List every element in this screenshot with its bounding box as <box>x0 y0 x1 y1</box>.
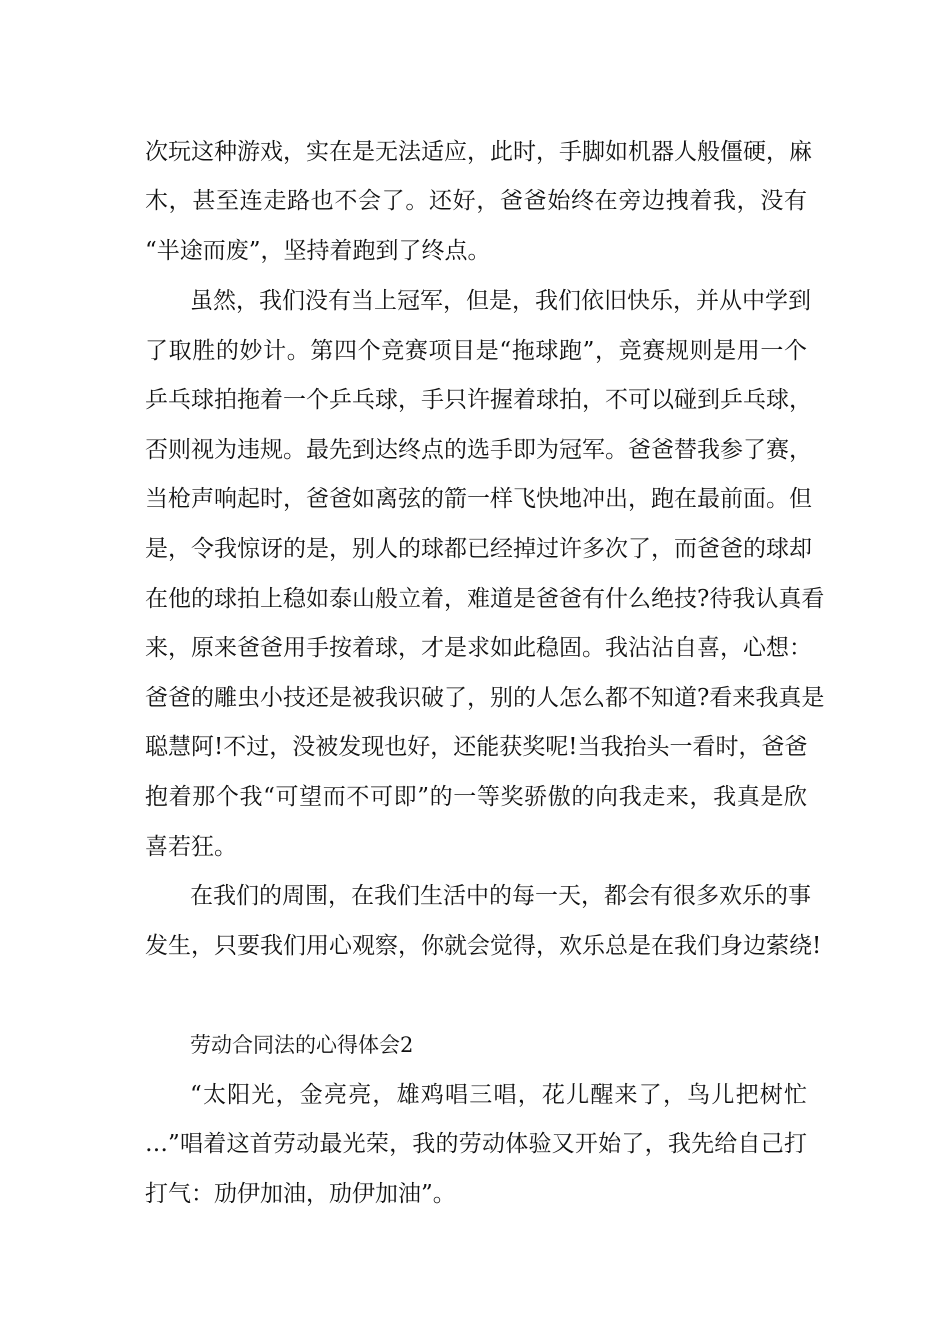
section-heading: 劳动合同法的心得体会2 <box>190 1033 414 1057</box>
paragraph-line: 聪慧阿!不过，没被发现也好，还能获奖呢!当我抬头一看时，爸爸 <box>145 734 808 760</box>
paragraph-line: …”唱着这首劳动最光荣，我的劳动体验又开始了，我先给自己打 <box>145 1131 807 1157</box>
paragraph-line: 来，原来爸爸用手按着球，才是求如此稳固。我沾沾自喜，心想： <box>145 635 812 661</box>
paragraph-line: 抱着那个我“可望而不可即”的一等奖骄傲的向我走来，我真是欣 <box>145 784 807 810</box>
paragraph-line: 在他的球拍上稳如泰山般立着，难道是爸爸有什么绝技?待我认真看 <box>145 586 825 612</box>
paragraph-line: 次玩这种游戏，实在是无法适应，此时，手脚如机器人般僵硬，麻 <box>145 139 812 165</box>
paragraph-line: 木，甚至连走路也不会了。还好，爸爸始终在旁边拽着我，没有 <box>145 188 807 214</box>
paragraph-line: 当枪声响起时，爸爸如离弦的箭一样飞快地冲出，跑在最前面。但 <box>145 486 812 512</box>
paragraph-line: “太阳光，金亮亮，雄鸡唱三唱，花儿醒来了，鸟儿把树忙 <box>190 1082 807 1108</box>
paragraph-line: 发生，只要我们用心观察，你就会觉得，欢乐总是在我们身边萦绕! <box>145 933 822 959</box>
paragraph-line: 喜若狂。 <box>145 834 237 860</box>
paragraph-line: 爸爸的雕虫小技还是被我识破了，别的人怎么都不知道?看来我真是 <box>145 685 825 711</box>
paragraph-line: 是，令我惊讶的是，别人的球都已经掉过许多次了，而爸爸的球却 <box>145 536 812 562</box>
paragraph-line: “半途而废”，坚持着跑到了终点。 <box>145 238 491 264</box>
paragraph-line: 虽然，我们没有当上冠军，但是，我们依旧快乐，并从中学到 <box>190 288 811 314</box>
paragraph-line: 乒乓球拍拖着一个乒乓球，手只许握着球拍，不可以碰到乒乓球， <box>145 387 812 413</box>
paragraph-line: 否则视为违规。最先到达终点的选手即为冠军。爸爸替我参了赛， <box>145 437 812 463</box>
paragraph-line: 打气：劢伊加油，劢伊加油”。 <box>145 1181 456 1207</box>
paragraph-line: 了取胜的妙计。第四个竞赛项目是“拖球跑”，竞赛规则是用一个 <box>145 338 807 364</box>
paragraph-line: 在我们的周围，在我们生活中的每一天，都会有很多欢乐的事 <box>190 883 811 909</box>
